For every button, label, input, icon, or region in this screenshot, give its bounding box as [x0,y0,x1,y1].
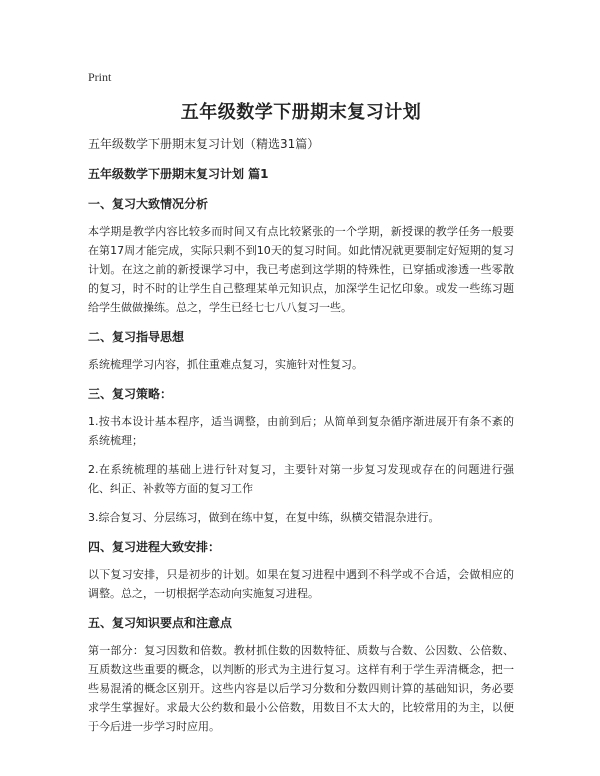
print-link[interactable]: Print [88,70,112,84]
section-heading: 二、复习指导思想 [88,330,185,344]
section-paragraph: 系统梳理学习内容，抓住重难点复习，实施针对性复习。 [88,358,363,371]
section-heading: 四、复习进程大致安排： [88,540,221,554]
page-title: 五年级数学下册期末复习计划 [180,102,422,123]
section-paragraph: 第一部分：复习因数和倍数。教材抓住数的因数特征、质数与合数、公因数、公倍数、互质数这些重要的概念，以判断的形式为主进行复习。这样有利于学生弄清概念，把一些易混淆的概念区别开。这些内容是以后学习分数和分数四则计算的基础知识，务必要求学生掌握好。求最大公约数和最小公倍数，用数目不太大的，比较常用的为主，以便于今后进一步学习时应用。 [88,644,514,733]
document-content [88,98,514,746]
section-heading: 五、复习知识要点和注意点 [88,616,233,630]
section-paragraph: 1.按书本设计基本程序，适当调整，由前到后；从简单到复杂循序渐进展开有条不紊的系统梳理； [88,415,514,447]
section-paragraph: 本学期是教学内容比较多而时间又有点比较紧张的一个学期，新授课的教学任务一般要在第17周才能完成，实际只剩不到10天的复习时间。如此情况就更要制定好短期的复习计划。在这之前的新授课学习中，我已考虑到这学期的特殊性，已穿插或渗透一些零散的复习，时不时的让学生自己整理某单元知识点，加深学生记忆印象。或发一些练习题给学生做做操练。总之，学生已经七七八八复习一些。 [88,225,514,314]
document-subtitle: 五年级数学下册期末复习计划（精选31篇） [88,137,320,151]
section-paragraph: 2.在系统梳理的基础上进行针对复习，主要针对第一步复习发现或存在的问题进行强化、纠正、补救等方面的复习工作 [88,463,514,495]
document-subheading: 五年级数学下册期末复习计划 篇1 [88,167,269,181]
section-paragraph: 以下复习安排，只是初步的计划。如果在复习进程中遇到不科学或不合适，会做相应的调整。总之，一切根据学态动向实施复习进程。 [88,568,514,600]
section-paragraph: 3.综合复习、分层练习，做到在练中复，在复中练，纵横交错混杂进行。 [88,511,440,524]
section-heading: 一、复习大致情况分析 [88,197,209,211]
section-heading: 三、复习策略： [88,387,173,401]
